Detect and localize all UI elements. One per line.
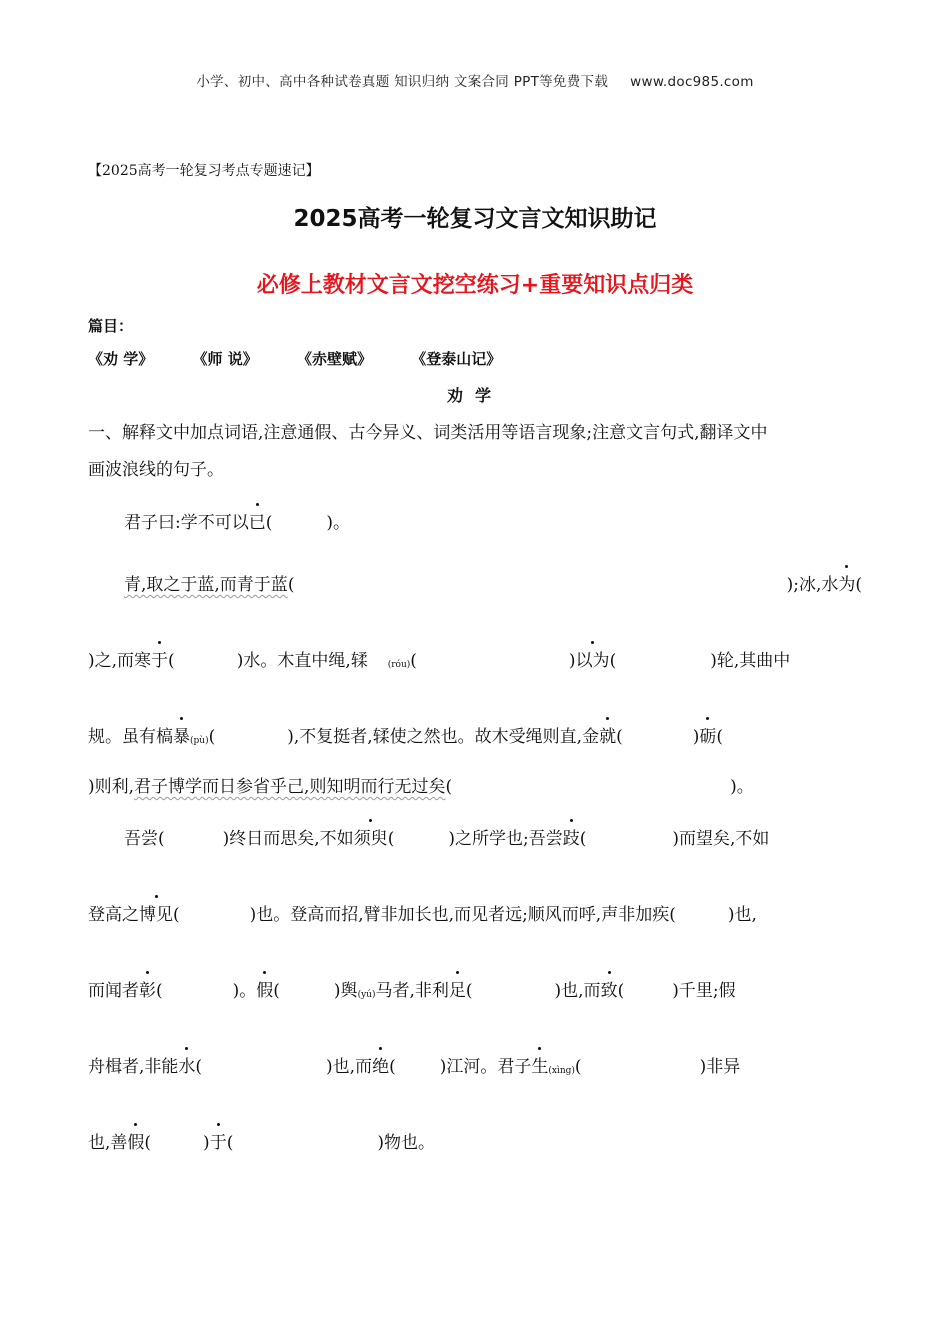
topic-tag: 【2025高考一轮复习考点专题速记】 [88, 163, 320, 179]
pinyin: (yú) [357, 990, 376, 1000]
work-item: 《师 说》 [192, 350, 258, 368]
exercise-line: 登高之博见( )也。登高而招,臂非加长也,而见者远;顺风而呼,声非加疾( )也, [88, 900, 757, 925]
work-item: 《登泰山记》 [411, 350, 502, 368]
dotted-word: 于 [151, 646, 168, 671]
exercise-line: 规。虽有槁暴(pù)( ),不复挺者,𫐓使之然也。故木受绳则直,金就( )砺( [88, 722, 723, 747]
exercise-line: 也,善假( )于( )物也。 [88, 1128, 435, 1153]
pinyin: (pù) [190, 736, 209, 746]
dotted-word: 绝 [372, 1052, 389, 1077]
doc-title: 2025高考一轮复习文言文知识助记 [293, 206, 657, 232]
dotted-word: 已 [249, 508, 266, 533]
exercise-line: 而闻者彰( )。假( )舆(yú)马者,非利足( )也,而致( )千里;假 [88, 976, 736, 1001]
works-label: 篇目： [88, 317, 134, 335]
dotted-word: 博见 [139, 900, 173, 925]
chapter-title: 劝学 [446, 386, 503, 405]
dotted-word: 为 [838, 570, 855, 595]
dotted-word: 足 [449, 976, 466, 1001]
pinyin: (xìng) [548, 1066, 575, 1076]
work-item: 《赤壁赋》 [296, 350, 372, 368]
exercise-line: )之,而寒于( )水。木直中绳,𫐓 (róu)( )以为( )轮,其曲中 [88, 646, 790, 671]
dotted-word: 假 [256, 976, 273, 1001]
exercise-line: 吾尝( )终日而思矣,不如须臾( )之所学也;吾尝跂( )而望矣,不如 [124, 824, 769, 849]
dotted-word: 就 [599, 722, 616, 747]
works-list [88, 348, 535, 369]
work-item: 《劝 学》 [88, 350, 154, 368]
exercise-line: )则利,君子博学而日参省乎己,则知明而行无过矣( )。 [88, 777, 754, 797]
doc-subtitle: 必修上教材文言文挖空练习+重要知识点归类 [256, 273, 694, 298]
dotted-word: 以为 [576, 646, 610, 671]
page-header [0, 70, 950, 90]
dotted-word: 致 [601, 976, 618, 1001]
dotted-word: 彰 [139, 976, 156, 1001]
exercise-line: 舟楫者,非能水( )也,而绝( )江河。君子生(xìng)( )非异 [88, 1052, 740, 1077]
dotted-word: 暴 [173, 722, 190, 747]
pinyin: (róu) [387, 660, 411, 670]
dotted-word: 假 [127, 1128, 144, 1153]
dotted-word: 水 [178, 1052, 195, 1077]
exercise-line: 青,取之于蓝,而青于蓝( );冰,水为( [124, 570, 862, 595]
header-text: 小学、初中、高中各种试卷真题 知识归纳 文案合同 PPT等免费下载 [196, 74, 609, 90]
wavy-sentence: 君子博学而日参省乎己,则知明而行无过矣 [134, 777, 446, 797]
header-url[interactable]: www.doc985.com [630, 74, 754, 90]
instruction-line: 一、解释文中加点词语,注意通假、古今异义、词类活用等语言现象;注意文言句式,翻译文中 [88, 423, 768, 443]
dotted-word: 于 [210, 1128, 227, 1153]
dotted-word: 生 [531, 1052, 548, 1077]
instruction-line: 画波浪线的句子。 [88, 460, 224, 480]
exercise-line: 君子曰:学不可以已( )。 [124, 508, 350, 533]
dotted-word: 须臾 [354, 824, 388, 849]
dotted-word: 砺 [699, 722, 716, 747]
wavy-sentence: 青,取之于蓝,而青于蓝 [124, 575, 288, 595]
dotted-word: 跂 [563, 824, 580, 849]
